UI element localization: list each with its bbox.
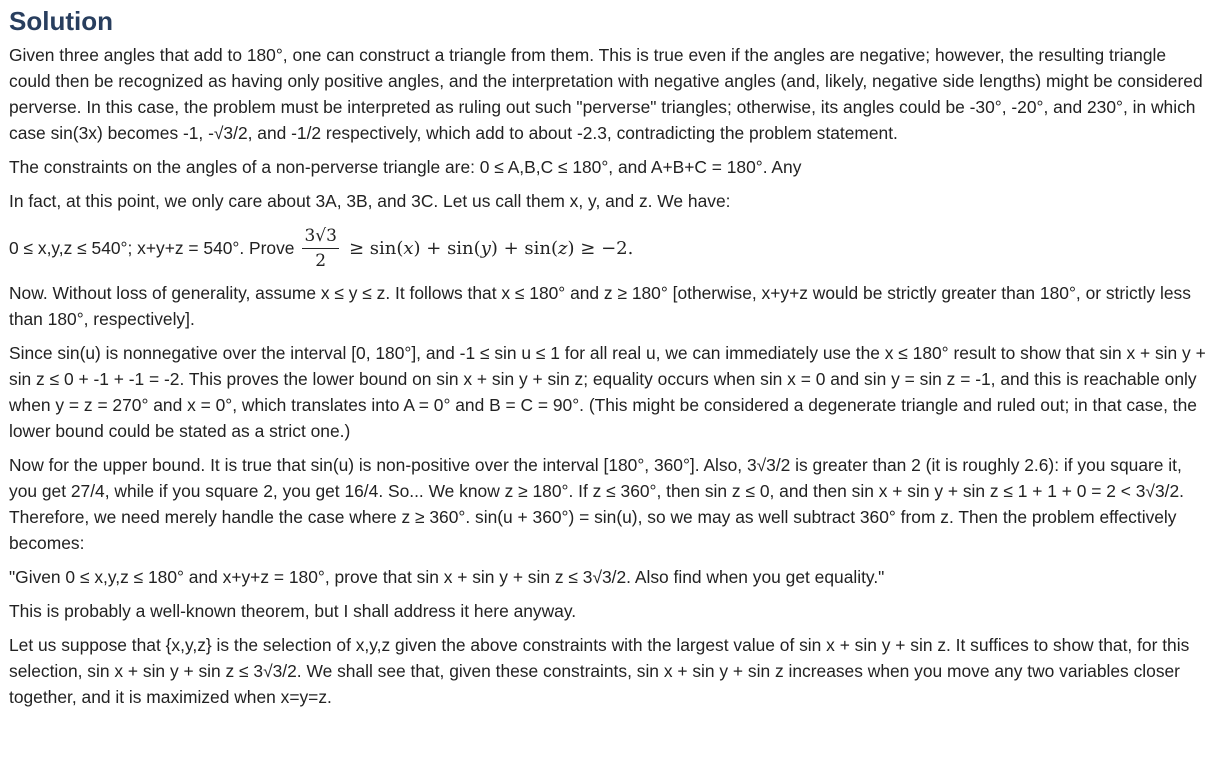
fraction-denominator: 2: [315, 250, 327, 271]
expr-part: ) ≥ −2.: [567, 237, 634, 259]
paragraph-well-known: This is probably a well-known theorem, but I shall address it here anyway.: [9, 601, 577, 621]
statement-to-prove: [9, 222, 1210, 274]
statement-text: 0 ≤ x,y,z ≤ 540°; x+y+z = 540°. Prove: [9, 237, 295, 258]
paragraph-reduced-problem: "Given 0 ≤ x,y,z ≤ 180° and x+y+z = 180°, prove that sin x + sin y + sin z ≤ 3√3/2. Also find when you get equality.": [9, 567, 885, 587]
expr-var-x: x: [403, 237, 414, 259]
paragraph-lower-bound: Since sin(u) is nonnegative over the interval [0, 180°], and -1 ≤ sin u ≤ 1 for all real u, we can immediately use the x ≤ 180° result to show that sin x + sin y + sin z ≤ 0 + -1 + -1 = -2. This proves the lower bound on sin x + sin y + sin z; equality occurs when sin x = 0 and sin y = sin z = -1, and this is reachable only when y = z = 270° and x = 0°, which translates into A = 0° and B = C = 90°. (This might be considered a degenerate triangle and ruled out; in that case, the lower bound could be stated as a strict one.): [9, 343, 1206, 441]
page-title: Solution: [9, 6, 113, 36]
paragraph-substitution: In fact, at this point, we only care about 3A, 3B, and 3C. Let us call them x, y, and z. We have:: [9, 191, 731, 211]
paragraph-upper-bound: Now for the upper bound. It is true that sin(u) is non-positive over the interval [180°, 360°]. Also, 3√3/2 is greater than 2 (it is roughly 2.6): if you square it, you get 27/4, while if you square 2, you get 16/4. So... We know z ≥ 180°. If z ≤ 360°, then sin z ≤ 0, and then sin x + sin y + sin z ≤ 1 + 1 + 0 = 2 < 3√3/2. Therefore, we need merely handle the case where z ≥ 360°. sin(u + 360°) = sin(u), so we may as well subtract 360° from z. Then the problem effectively becomes:: [9, 455, 1184, 553]
inequality-expression: [349, 238, 633, 259]
fraction-three-root-three-over-two: [302, 225, 338, 272]
expr-var-z: z: [558, 237, 568, 259]
paragraph-wlog: Now. Without loss of generality, assume x ≤ y ≤ z. It follows that x ≤ 180° and z ≥ 180° [otherwise, x+y+z would be strictly greater than 180°, or strictly less than 180°, respectively].: [9, 283, 1191, 329]
expr-var-y: y: [480, 237, 491, 259]
expr-part: ) + sin(: [413, 237, 481, 259]
expr-part: ≥ sin(: [348, 237, 404, 259]
paragraph-constraints: The constraints on the angles of a non-perverse triangle are: 0 ≤ A,B,C ≤ 180°, and A+B+C = 180°. Any: [9, 157, 802, 177]
paragraph-maximization: Let us suppose that {x,y,z} is the selection of x,y,z given the above constraints with the largest value of sin x + sin y + sin z. It suffices to show that, for this selection, sin x + sin y + sin z ≤ 3√3/2. We shall see that, given these constraints, sin x + sin y + sin z increases when you move any two variables closer together, and it is maximized when x=y=z.: [9, 635, 1190, 707]
paragraph-perverse-triangles: Given three angles that add to 180°, one can construct a triangle from them. This is true even if the angles are negative; however, the resulting triangle could then be recognized as having only positive angles, and the interpretation with negative angles (and, likely, negative side lengths) might be considered perverse. In this case, the problem must be interpreted as ruling out such "perverse" triangles; otherwise, its angles could be -30°, -20°, and 230°, in which case sin(3x) becomes -1, -√3/2, and -1/2 respectively, which add to about -2.3, contradicting the problem statement.: [9, 45, 1203, 143]
expr-part: ) + sin(: [490, 237, 559, 259]
fraction-numerator: 3√3: [302, 225, 338, 249]
